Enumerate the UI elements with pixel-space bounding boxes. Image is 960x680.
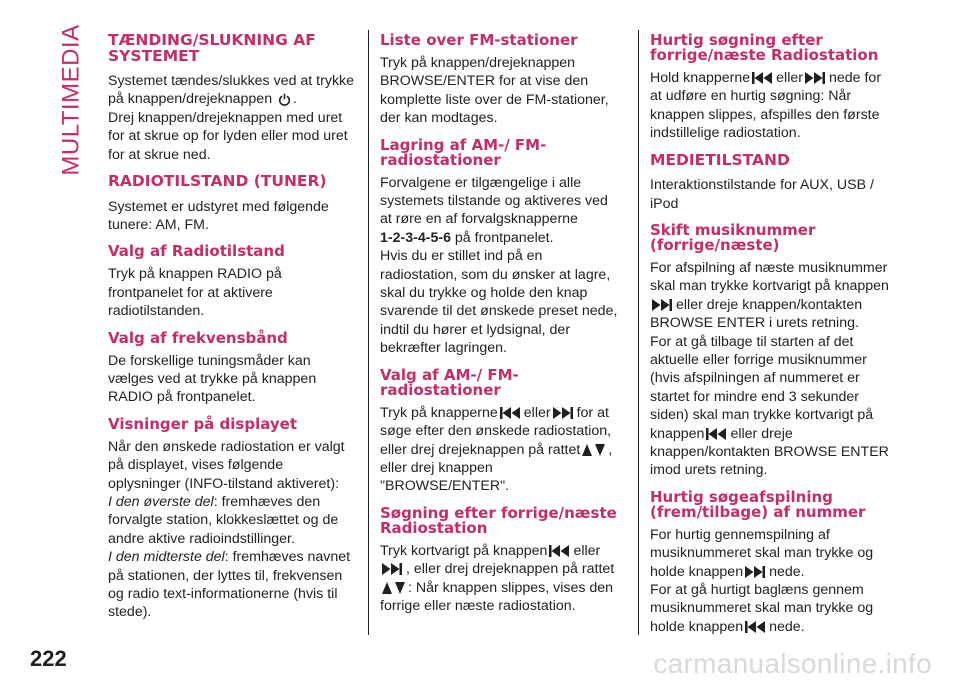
heading-visninger: Visninger på displayet (108, 414, 297, 433)
paragraph-valg-tilstand: Tryk på knappen RADIO på frontpanelet for at aktivere radiotilstanden. (108, 266, 282, 320)
section-side-label-text: MULTIMEDIA (58, 24, 86, 176)
next-track-icon (382, 563, 404, 575)
heading-medie: MEDIETILSTAND (650, 150, 790, 169)
heading-sogning: Søgning efter forrige/næste Radiostation (380, 503, 617, 537)
paragraph-sogning: Tryk kortvarigt på knappen eller , eller drej drejeknappen på rattet : Når knappen slippes, vises den forrige eller næste radiostation. (380, 542, 615, 614)
paragraph-power-2: Drej knappen/drejeknappen med uret for at skrue op for lyden eller mod uret for at skrue ned. (108, 109, 348, 163)
paragraph-power-1: Systemet tændes/slukkes ved at trykke på knappen/drejeknappen . (108, 73, 355, 108)
page-number: 222 (30, 646, 67, 671)
previous-track-icon (549, 545, 571, 557)
paragraph-liste: Tryk på knappen/drejeknappen BROWSE/ENTER for at vise den komplette liste over de FM-stationer, der kan modtages. (380, 55, 609, 127)
next-track-icon (745, 566, 767, 578)
heading-valg-tilstand: Valg af Radiotilstand (108, 242, 285, 261)
paragraph-radio: Systemet er udstyret med følgende tunere: AM, FM. (108, 198, 329, 233)
previous-track-icon (706, 428, 728, 440)
watermark: carmanualsonline.info (653, 648, 932, 679)
previous-track-icon (752, 72, 774, 84)
paragraph-lagring-1: Forvalgene er tilgængelige i alle systemets tilstande og aktiveres ved at røre en af forvalgsknapperne 1-2-3-4-5-6 på frontpanelet. (380, 174, 608, 246)
column-divider (638, 30, 639, 635)
paragraph-skift-2: For at gå tilbage til starten af det aktuelle eller forrige musiknummer (hvis afspilningen af nummeret er startet for mindre end 3 sekunder siden) skal man trykke kortvarigt på knappen eller dreje knappen/kontakten BROWSE ENTER imod urets retning. (650, 333, 889, 479)
heading-lagring: Lagring af AM-/ FM-radiostationer (380, 135, 547, 169)
column-3 (650, 33, 890, 636)
heading-liste: Liste over FM-stationer (380, 31, 578, 49)
next-track-icon (805, 72, 827, 84)
previous-track-icon (500, 407, 522, 419)
column-divider (368, 30, 369, 635)
heading-sogeafspil: Hurtig søgeafspilning (frem/tilbage) af nummer (650, 487, 866, 521)
paragraph-sogeafspil-2: For at gå hurtigt baglæns gennem musiknummeret skal man trykke og holde knappen nede. (650, 582, 874, 635)
paragraph-mid-part: I den midterste del: fremhæves navnet på stationen, der lyttes til, frekvensen og radio text-informationerne (hvis til stede). (108, 549, 351, 621)
column-1 (108, 33, 358, 622)
up-down-arrows-icon (382, 582, 406, 594)
heading-valg-frekvens: Valg af frekvensbånd (108, 328, 288, 347)
paragraph-skift-1: For afspilning af næste musiknummer skal man trykke kortvarigt på knappen eller dreje knappen/kontakten BROWSE ENTER i urets retning. (650, 259, 889, 332)
paragraph-lagring-2: Hvis du er stillet ind på en radiostation, som du ønsker at lagre, skal du trykke og holde den knap svarende til det ønskede preset nede, indtil du hører et lydsignal, der bekræfter lagringen. (380, 248, 618, 357)
previous-track-icon (745, 621, 767, 633)
paragraph-medie: Interaktionstilstande for AUX, USB / iPod (650, 177, 874, 212)
up-down-arrows-icon (582, 444, 606, 456)
next-track-icon (553, 407, 575, 419)
paragraph-top-part: I den øverste del: fremhæves den forvalgte station, klokkeslættet og de andre aktive radioindstillinger. (108, 494, 339, 547)
paragraph-hurtig: Hold knapperne eller nede for at udføre en hurtig søgning: Når knappen slippes, afspilles den første indstillelige radiostation. (650, 70, 882, 142)
heading-radio: RADIOTILSTAND (TUNER) (108, 172, 327, 191)
paragraph-sogeafspil-1: For hurtig gennemspilning af musiknummeret skal man trykke og holde knappen nede. (650, 526, 874, 580)
paragraph-visninger: Når den ønskede radiostation er valgt på displayet, vises følgende oplysninger (INFO-tilstand aktiveret): (108, 438, 345, 492)
paragraph-valg-am: Tryk på knapperne eller for at søge efter den ønskede radiostation, eller drej drejeknappen på rattet , eller drej knappen "BROWSE/ENTER". (380, 404, 613, 495)
heading-power: TÆNDING/SLUKNING AF SYSTEMET (108, 31, 316, 65)
next-track-icon (652, 299, 674, 311)
section-side-label (52, 24, 92, 176)
column-2 (380, 33, 620, 615)
heading-valg-am: Valg af AM-/ FM-radiostationer (380, 365, 519, 399)
heading-hurtig: Hurtig søgning efter forrige/næste Radiostation (650, 31, 879, 64)
heading-skift: Skift musiknummer (forrige/næste) (650, 220, 816, 254)
power-icon (278, 93, 291, 105)
paragraph-valg-frekvens: De forskellige tuningsmåder kan vælges ved at trykke på knappen RADIO på frontpanelet. (108, 352, 317, 406)
